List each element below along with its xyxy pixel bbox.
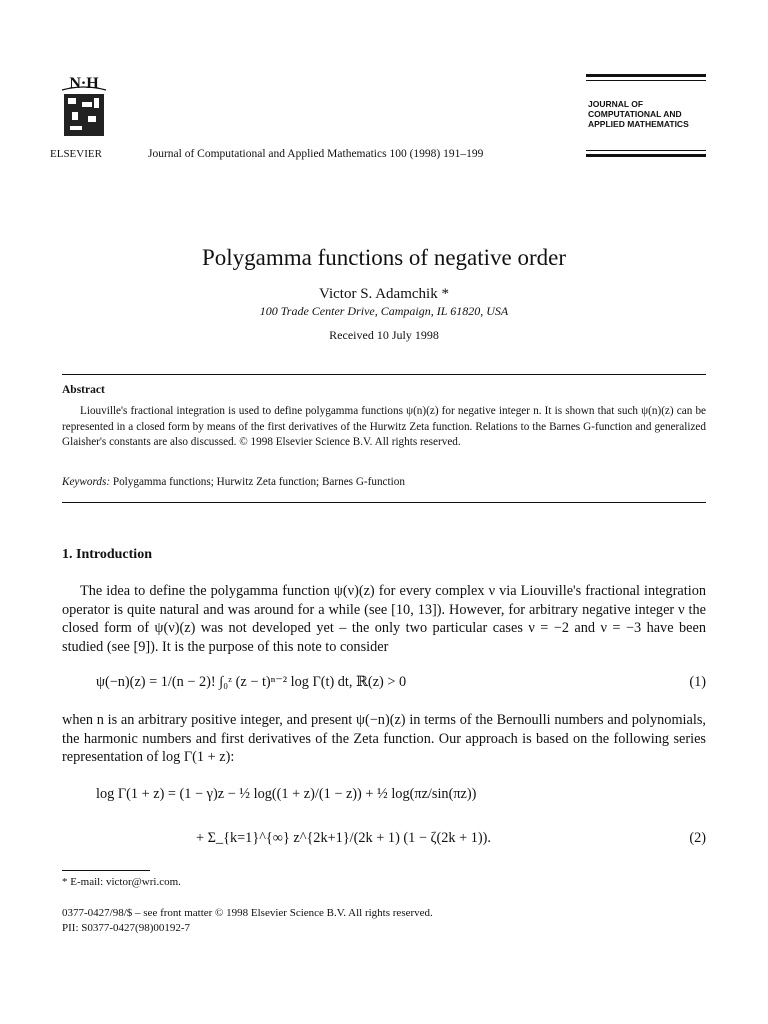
header-rule-top-thin [586,80,706,81]
footnote-rule [62,870,150,871]
journal-name-line: JOURNAL OF [588,99,644,109]
journal-name-line: APPLIED MATHEMATICS [588,119,689,129]
received-date: Received 10 July 1998 [329,328,439,342]
elsevier-logo [56,74,112,140]
pii-line: PII: S0377-0427(98)00192-7 [62,922,191,934]
header-rule-top [586,74,706,77]
equation-1-number: (1) [689,674,706,690]
journal-citation: Journal of Computational and Applied Mathematics 100 (1998) 191–199 [148,148,484,160]
keywords [62,476,706,488]
keywords-label: Keywords: [62,476,111,488]
equation-2-number: (2) [689,830,706,846]
header-rule-bottom [586,150,706,151]
header-rule-bottom-thick [586,154,706,157]
abstract-rule-top [62,374,706,375]
journal-name [588,99,738,129]
abstract-heading: Abstract [62,384,105,396]
journal-name-line: COMPUTATIONAL AND [588,109,682,119]
intro-paragraph-2: when n is an arbitrary positive integer, and present ψ(−n)(z) in terms of the Bernoulli numbers and polynomials, the harmonic numbers and first derivatives of the Zeta function. Our approach is based on the following series representation of log Γ(1 + z): [62,712,706,766]
front-matter [62,906,433,936]
article-title: Polygamma functions of negative order [201,245,567,270]
equation-2-line-2: + Σ_{k=1}^{∞} z^{2k+1}/(2k + 1) (1 − ζ(2k + 1)). [196,830,491,846]
equation-2-line-1: log Γ(1 + z) = (1 − γ)z − ½ log((1 + z)/(1 − z)) + ½ log(πz/sin(πz)) [96,786,477,802]
abstract-rule-bottom [62,502,706,503]
author-affiliation: 100 Trade Center Drive, Campaign, IL 61820, USA [259,304,509,318]
section-heading: 1. Introduction [62,547,152,562]
publisher-name: ELSEVIER [50,148,102,160]
footnote-email: * E-mail: victor@wri.com. [62,876,181,888]
equation-1: ψ(−n)(z) = 1/(n − 2)! ∫₀ᶻ (z − t)ⁿ⁻² log Γ(t) dt, ℝ(z) > 0 [96,674,407,690]
author-name: Victor S. Adamchik * [319,286,449,302]
keywords-list: Polygamma functions; Hurwitz Zeta function; Barnes G-function [112,476,405,488]
svg-text:N·H: N·H [69,75,99,92]
copyright-line: 0377-0427/98/$ – see front matter © 1998 Elsevier Science B.V. All rights reserved. [62,907,433,919]
intro-paragraph-1: The idea to define the polygamma function ψ(ν)(z) for every complex ν via Liouville's fractional integration operator is quite natural and was around for a while (see [10, 13]). However, for arbitrary negative integer ν the closed form of ψ(ν)(z) was not developed yet – the only two particular cases ν = −2 and ν = −3 have been studied (see [9]). It is the purpose of this note to consider [62,583,706,655]
abstract-text: Liouville's fractional integration is used to define polygamma functions ψ(n)(z) for negative integer n. It is shown that such ψ(n)(z) can be represented in a closed form by means of the first derivatives of the Hurwitz Zeta function. Relations to the Barnes G-function and generalized Glaisher's constants are also discussed. © 1998 Elsevier Science B.V. All rights reserved. [62,405,706,448]
